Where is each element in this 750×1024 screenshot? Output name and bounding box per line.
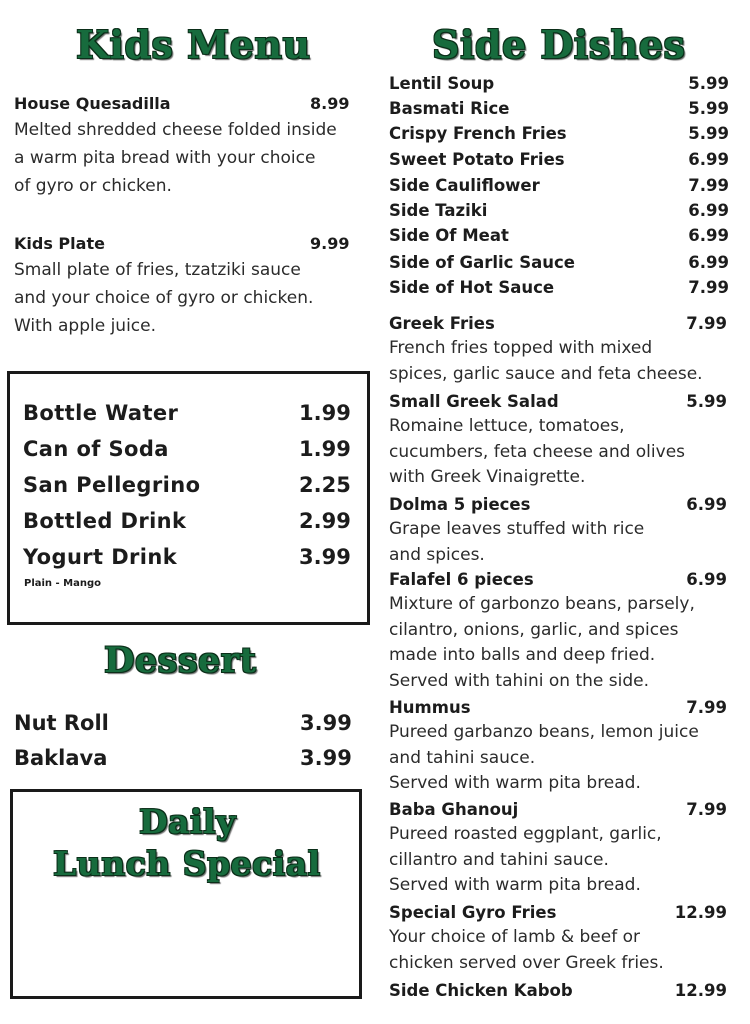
dish-price: 12.99	[674, 902, 727, 922]
side-name: Sweet Potato Fries	[389, 149, 565, 169]
side-name: Side Cauliflower	[389, 175, 540, 195]
dish-name: Falafel 6 pieces	[389, 569, 534, 589]
side-name: Side of Hot Sauce	[389, 277, 555, 297]
drink-price: 2.25	[299, 473, 351, 497]
lunch-special-box	[10, 789, 362, 999]
dessert-item-baklava	[14, 741, 362, 775]
dish-greek-fries	[389, 310, 739, 387]
side-price: 5.99	[688, 123, 729, 143]
side-item-side-of-meat	[389, 222, 729, 248]
drink-name: Yogurt Drink	[23, 545, 178, 569]
side-price: 6.99	[688, 200, 729, 220]
drink-name: Bottle Water	[23, 401, 179, 425]
dish-small-greek-salad	[389, 388, 739, 491]
dish-hummus	[389, 694, 739, 797]
side-price: 6.99	[688, 149, 729, 169]
dish-special-gyro-fries	[389, 899, 739, 976]
dish-name: Greek Fries	[389, 313, 495, 333]
side-item-side-cauliflower	[389, 172, 729, 198]
dish-baba-ghanouj	[389, 796, 739, 899]
side-item-lentil-soup	[389, 70, 729, 96]
dish-price: 5.99	[686, 391, 727, 411]
dish-dolma	[389, 491, 739, 568]
dish-price: 7.99	[686, 313, 727, 333]
dish-name: Baba Ghanouj	[389, 799, 519, 819]
side-item-sweet-potato-fries	[389, 146, 729, 172]
dish-description: Pureed roasted eggplant, garlic, cillantro and tahini sauce. Served with warm pita bread.	[389, 824, 662, 895]
dish-description: Your choice of lamb & beef or chicken served over Greek fries.	[389, 927, 664, 973]
drink-price: 1.99	[299, 401, 351, 425]
dish-description: Romaine lettuce, tomatoes, cucumbers, feta cheese and olives with Greek Vinaigrette.	[389, 416, 686, 487]
dish-description: Grape leaves stuffed with rice and spices.	[389, 519, 645, 565]
drink-item-bottle-water	[23, 395, 358, 431]
side-dishes-title: Side Dishes	[432, 22, 686, 67]
side-price: 5.99	[688, 73, 729, 93]
side-name: Side Of Meat	[389, 225, 509, 245]
drink-item-can-of-soda	[23, 431, 358, 467]
dish-name: Side Chicken Kabob	[389, 980, 573, 1000]
drink-item-yogurt-drink	[23, 539, 358, 575]
side-item-crispy-french-fries	[389, 120, 729, 146]
item-name: House Quesadilla	[14, 93, 171, 113]
dish-price: 12.99	[674, 980, 727, 1000]
dessert-name: Baklava	[14, 746, 108, 770]
drink-price: 2.99	[299, 509, 351, 533]
side-price: 7.99	[688, 277, 729, 297]
dessert-title: Dessert	[104, 640, 257, 681]
dish-price: 6.99	[686, 494, 727, 514]
item-description: Melted shredded cheese folded inside a warm pita bread with your choice of gyro or chicken.	[14, 120, 337, 196]
item-description: Small plate of fries, tzatziki sauce and your choice of gyro or chicken. With apple juice.	[14, 260, 314, 336]
side-name: Crispy French Fries	[389, 123, 567, 143]
kids-menu-title: Kids Menu	[76, 22, 311, 67]
drink-name: San Pellegrino	[23, 473, 201, 497]
dish-price: 6.99	[686, 569, 727, 589]
side-item-side-of-hot-sauce	[389, 274, 729, 300]
side-item-side-taziki	[389, 197, 729, 223]
drink-item-bottled-drink	[23, 503, 358, 539]
item-price: 8.99	[310, 93, 350, 113]
lunch-special-line-2: Lunch Special	[53, 844, 321, 883]
dish-description: French fries topped with mixed spices, garlic sauce and feta cheese.	[389, 338, 703, 384]
dish-description: Mixture of garbonzo beans, parsely, cilantro, onions, garlic, and spices made into balls and deep fried. Served with tahini on the side.	[389, 594, 695, 691]
dish-side-chicken-kabob	[389, 977, 739, 1003]
side-price: 6.99	[688, 252, 729, 272]
dessert-item-nut-roll	[14, 706, 362, 740]
side-item-basmati-rice	[389, 95, 729, 121]
dish-name: Hummus	[389, 697, 471, 717]
yogurt-flavors-note: Plain - Mango	[24, 578, 102, 589]
dish-description: Pureed garbanzo beans, lemon juice and tahini sauce. Served with warm pita bread.	[389, 722, 699, 793]
side-price: 6.99	[688, 225, 729, 245]
menu-item-house-quesadilla	[14, 90, 372, 200]
side-price: 5.99	[688, 98, 729, 118]
menu-item-kids-plate	[14, 230, 372, 340]
item-name: Kids Plate	[14, 233, 105, 253]
drink-name: Can of Soda	[23, 437, 169, 461]
dish-price: 7.99	[686, 697, 727, 717]
side-name: Side Taziki	[389, 200, 488, 220]
side-name: Basmati Rice	[389, 98, 510, 118]
dessert-name: Nut Roll	[14, 711, 109, 735]
drink-name: Bottled Drink	[23, 509, 187, 533]
dish-name: Dolma 5 pieces	[389, 494, 531, 514]
dessert-price: 3.99	[300, 711, 352, 735]
lunch-special-line-1: Daily	[139, 802, 236, 841]
item-price: 9.99	[310, 233, 350, 253]
side-price: 7.99	[688, 175, 729, 195]
drinks-box	[7, 371, 370, 625]
dish-name: Small Greek Salad	[389, 391, 559, 411]
dish-falafel	[389, 566, 739, 694]
side-name: Lentil Soup	[389, 73, 495, 93]
dessert-price: 3.99	[300, 746, 352, 770]
dish-name: Special Gyro Fries	[389, 902, 557, 922]
dish-price: 7.99	[686, 799, 727, 819]
side-item-side-of-garlic-sauce	[389, 249, 729, 275]
drink-price: 3.99	[299, 545, 351, 569]
side-name: Side of Garlic Sauce	[389, 252, 575, 272]
drink-item-san-pellegrino	[23, 467, 358, 503]
drink-price: 1.99	[299, 437, 351, 461]
